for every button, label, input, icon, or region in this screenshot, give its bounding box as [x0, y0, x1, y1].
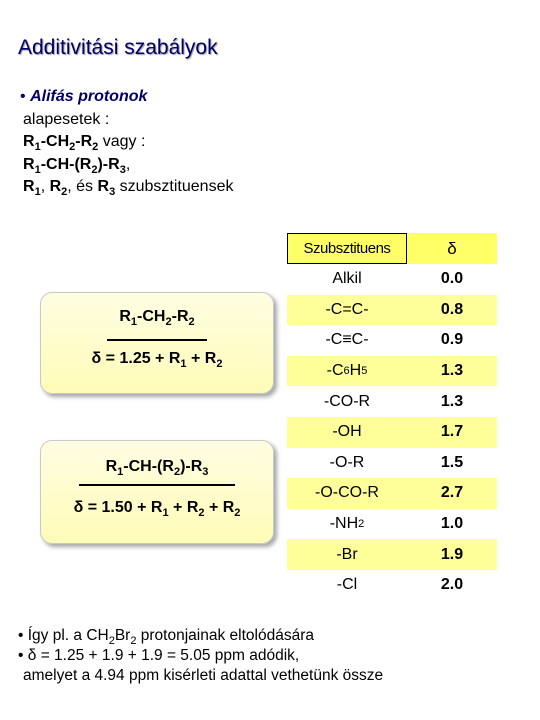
- table-row: Alkil 0.0: [332, 270, 464, 288]
- formula-divider: [79, 484, 235, 486]
- table-row: -O-CO-R 2.7: [287, 478, 497, 509]
- table-row: -C=C- 0.8: [287, 295, 497, 326]
- table-row: -Br 1.9: [287, 539, 497, 570]
- formula-box-ch: [40, 440, 274, 544]
- table-row: -NH 2 1.0: [329, 515, 464, 533]
- table-row: -CO-R 1.3: [323, 392, 464, 410]
- table-row: -OH 1.7: [287, 417, 497, 448]
- bullet: •: [20, 88, 26, 105]
- substituent-table: [287, 264, 497, 601]
- table-row: -O-R 1.5: [329, 453, 464, 471]
- intro-text: [20, 86, 233, 199]
- formula-box-ch2: [40, 292, 274, 394]
- intro-line-2: $R_1-CH_2-R_2$ vagy :: [23, 133, 146, 153]
- intro-line-1: alapesetek :: [23, 110, 110, 128]
- formula-structure: $R_1-CH_2-R_2$: [119, 308, 195, 328]
- intro-line-3: $R_1-CH-(R_2)-R_3$,: [23, 155, 131, 176]
- formula-equation: $\delta = 1.25 + R_1 + R_2$: [91, 350, 223, 370]
- example-line-3: amelyet a 4.94 ppm kisérleti adattal vethetünk össze: [23, 667, 384, 684]
- table-row: -C≡C- 0.9: [325, 331, 464, 349]
- section-heading: Alifás protonok: [30, 88, 148, 105]
- table-row: -C 6 H 5 1.3: [287, 356, 497, 387]
- example-line-2: • δ = 1.25 + 1.9 + 1.9 = 5.05 ppm adódik,: [18, 647, 300, 664]
- formula-divider: [107, 339, 207, 341]
- intro-heading-line: [20, 86, 233, 109]
- formula-equation: $\delta = 1.50 + R_1 + R_2 + R_2$: [73, 499, 241, 519]
- table-header: [287, 233, 497, 264]
- intro-line-4: $R_1$, $R_2$, és $R_3$ szubsztituensek: [23, 178, 234, 198]
- example-line-1: • Így pl. a $CH_2Br_2$ protonjainak eltolódására: [18, 627, 314, 647]
- example-text: [18, 626, 383, 686]
- table-row: -Cl 2.0: [336, 576, 464, 594]
- column-header-delta: δ: [447, 239, 457, 258]
- page-title: Additivitási szabályok: [18, 36, 218, 59]
- column-header-substituent: Szubsztituens: [287, 233, 407, 264]
- formula-structure: $R_1-CH-(R_2)-R_3$: [105, 458, 209, 478]
